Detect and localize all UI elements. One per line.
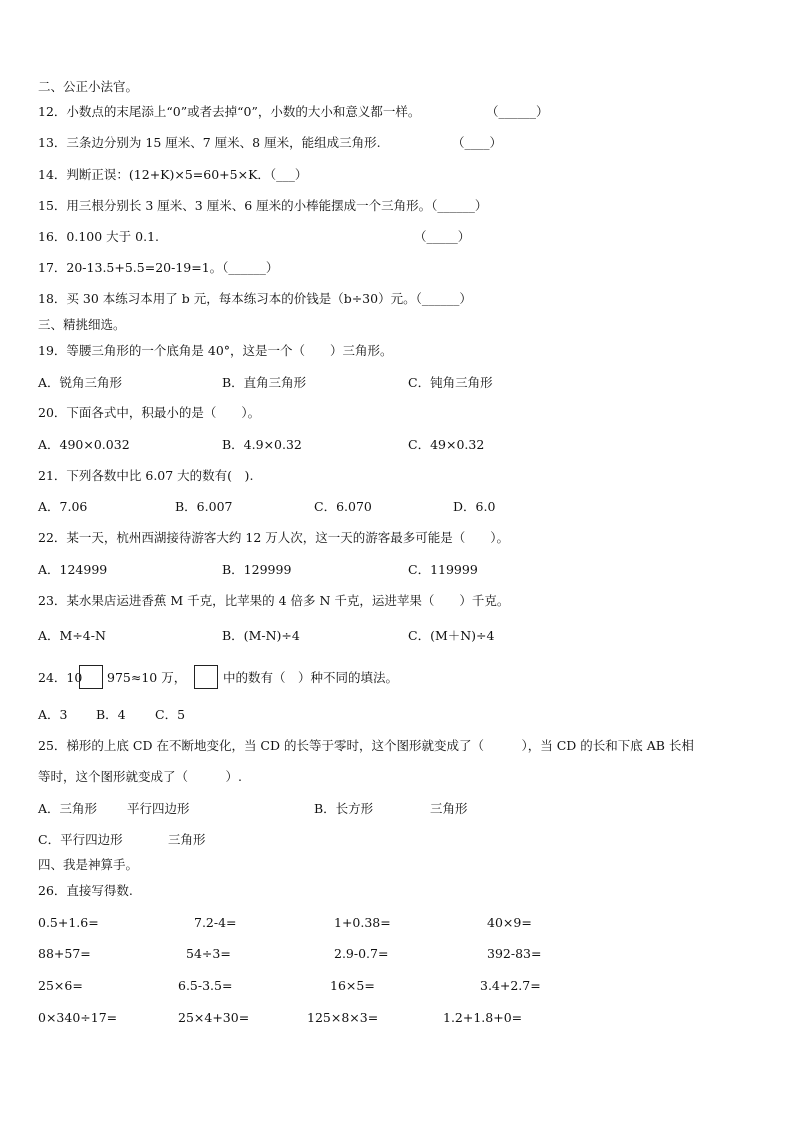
- option-22-c[interactable]: C．119999: [408, 562, 478, 577]
- question-12: 12．小数点的末尾添上“0”或者去掉“0”，小数的大小和意义都一样。: [38, 104, 421, 119]
- section-title-2: 二、公正小法官。: [38, 79, 139, 94]
- calc-item: 25×4+30=: [178, 1010, 250, 1025]
- calc-item: 1.2+1.8+0=: [443, 1010, 523, 1025]
- calc-item: 54÷3=: [186, 946, 231, 961]
- option-21-c[interactable]: C．6.070: [314, 499, 372, 514]
- section-title-4: 四、我是神算手。: [38, 857, 139, 872]
- option-22-b[interactable]: B．129999: [222, 562, 292, 577]
- section-title-3: 三、精挑细选。: [38, 317, 126, 332]
- calc-item: 40×9=: [487, 915, 532, 930]
- option-23-c[interactable]: C．(M＋N)÷4: [408, 628, 495, 643]
- question-20: 20．下面各式中，积最小的是（ ）。: [38, 405, 261, 420]
- calc-item: 0×340÷17=: [38, 1010, 118, 1025]
- question-24-part-2: 975≈10 万，: [107, 670, 187, 685]
- option-19-b[interactable]: B．直角三角形: [222, 375, 307, 390]
- calc-item: 6.5-3.5=: [178, 978, 233, 993]
- option-25-b-part-2[interactable]: 三角形: [430, 801, 468, 816]
- calc-item: 1+0.38=: [334, 915, 391, 930]
- question-26-title: 26．直接写得数.: [38, 883, 133, 898]
- option-25-c-part-2[interactable]: 三角形: [168, 832, 206, 847]
- option-25-a-part-1[interactable]: A．三角形: [38, 801, 98, 816]
- option-25-b-part-1[interactable]: B．长方形: [314, 801, 374, 816]
- answer-blank-12[interactable]: （______）: [486, 104, 549, 119]
- option-20-a[interactable]: A．490×0.032: [38, 437, 130, 452]
- question-22: 22．某一天，杭州西湖接待游客大约 12 万人次，这一天的游客最多可能是（ ）。: [38, 530, 510, 545]
- question-15: 15．用三根分别长 3 厘米、3 厘米、6 厘米的小棒能摆成一个三角形。（______）: [38, 198, 488, 213]
- question-17: 17．20-13.5+5.5=20-19=1。（______）: [38, 260, 279, 275]
- question-24-part-3: 中的数有（ ）种不同的填法。: [223, 670, 399, 685]
- option-20-c[interactable]: C．49×0.32: [408, 437, 485, 452]
- answer-blank-13[interactable]: （____）: [452, 135, 503, 150]
- option-21-b[interactable]: B．6.007: [175, 499, 233, 514]
- answer-blank-16[interactable]: （_____）: [414, 229, 471, 244]
- option-25-c-part-1[interactable]: C．平行四边形: [38, 832, 123, 847]
- calc-item: 7.2-4=: [194, 915, 237, 930]
- digit-box: [79, 665, 103, 689]
- calc-item: 3.4+2.7=: [480, 978, 541, 993]
- option-23-a[interactable]: A．M÷4-N: [38, 628, 106, 643]
- option-21-d[interactable]: D．6.0: [453, 499, 496, 514]
- option-22-a[interactable]: A．124999: [38, 562, 108, 577]
- calc-item: 88+57=: [38, 946, 91, 961]
- question-25-line-2: 等时，这个图形就变成了（ ）.: [38, 769, 242, 784]
- question-23: 23．某水果店运进香蕉 M 千克，比苹果的 4 倍多 N 千克，运进苹果（ ）千克。: [38, 593, 510, 608]
- question-19: 19．等腰三角形的一个底角是 40°，这是一个（ ）三角形。: [38, 343, 393, 358]
- question-24-part-1: 24．10: [38, 670, 83, 685]
- calc-item: 25×6=: [38, 978, 83, 993]
- question-25-line-1: 25．梯形的上底 CD 在不断地变化，当 CD 的长等于零时，这个图形就变成了（ ），当 CD 的长和下底 AB 长相: [38, 738, 694, 753]
- question-16: 16．0.100 大于 0.1.: [38, 229, 159, 244]
- question-21: 21．下列各数中比 6.07 大的数有( ).: [38, 468, 254, 483]
- option-24-c[interactable]: C．5: [155, 707, 186, 722]
- option-19-c[interactable]: C．钝角三角形: [408, 375, 493, 390]
- calc-item: 0.5+1.6=: [38, 915, 99, 930]
- option-19-a[interactable]: A．锐角三角形: [38, 375, 123, 390]
- option-24-a[interactable]: A．3: [38, 707, 68, 722]
- question-14: 14．判断正误：(12+K)×5=60+5×K．（___）: [38, 167, 308, 182]
- calc-item: 125×8×3=: [307, 1010, 379, 1025]
- option-23-b[interactable]: B．(M-N)÷4: [222, 628, 300, 643]
- calc-item: 392-83=: [487, 946, 542, 961]
- digit-box-reference: [194, 665, 218, 689]
- question-13: 13．三条边分别为 15 厘米、7 厘米、8 厘米，能组成三角形.: [38, 135, 381, 150]
- option-25-a-part-2[interactable]: 平行四边形: [127, 801, 190, 816]
- calc-item: 2.9-0.7=: [334, 946, 389, 961]
- option-24-b[interactable]: B．4: [96, 707, 126, 722]
- option-20-b[interactable]: B．4.9×0.32: [222, 437, 302, 452]
- question-18: 18．买 30 本练习本用了 b 元，每本练习本的价钱是（b÷30）元。（______）: [38, 291, 472, 306]
- option-21-a[interactable]: A．7.06: [38, 499, 88, 514]
- calc-item: 16×5=: [330, 978, 375, 993]
